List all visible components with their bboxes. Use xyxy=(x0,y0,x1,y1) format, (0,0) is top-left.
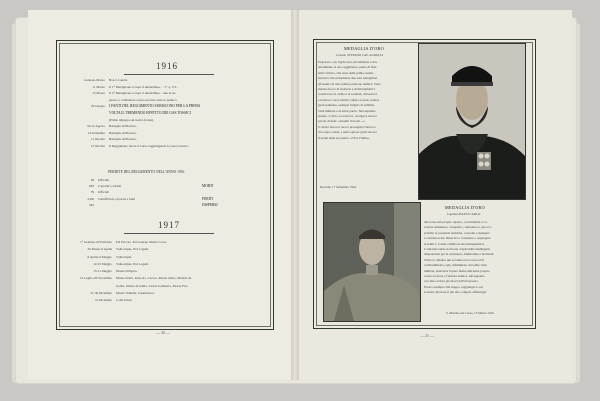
citation-line: Eroico esempio alla truppa, raggiungeva con xyxy=(424,284,483,289)
event-text: Battaglie dell'Isonzo. xyxy=(109,124,137,129)
event-text: Volkovnjak. xyxy=(116,254,132,259)
citation-line: lanciava vittoriosamente due suoi battaglioni xyxy=(318,76,378,81)
year-heading-1917: 1917 xyxy=(158,220,180,230)
citation-line: conservava la calma e la serenità, rincuorava xyxy=(318,92,378,97)
portrait-admiral-photo xyxy=(418,43,526,200)
citation-line: Preparato, con vigile cura, moralmente e ma- xyxy=(318,60,378,64)
citation-line: intenso fuoco di fucileria e di mitragliatrici xyxy=(318,87,375,92)
citation-line: e incitava i suoi, finché colpito al petto cadeva xyxy=(318,97,380,102)
losses-group: DISPERSI xyxy=(202,202,218,207)
divider xyxy=(124,74,214,75)
event-text: Monte Zebio, Roncolo, Caroso, Monte Zebio, Malette da xyxy=(116,276,192,281)
event-text: Monte Valbella, Castelnuovo. xyxy=(116,291,156,296)
losses-count: 79 xyxy=(90,190,94,195)
page-number-left: — 20 — xyxy=(156,330,170,335)
event-text: I FANTI DEL REGGIMENTO SUBISCONO PER LA PRIMA xyxy=(109,104,201,109)
event-date: 15 Marzo xyxy=(92,91,105,96)
citation-line: Tra colpo cadde, e nello spirare gridò ancora xyxy=(318,130,377,135)
event-date: 10-12 Agosto xyxy=(87,124,105,129)
losses-count: 481 xyxy=(89,202,94,207)
citation-line: istante, a chi lo soccorreva, rivolgeva ancora xyxy=(318,114,377,119)
losses-label: Ufficiali xyxy=(98,190,110,195)
event-text: Il 2° Battaglione occupa il «Rebelline» - due in un xyxy=(109,91,176,96)
event-text: Volkovnjak, Pod Logem. xyxy=(116,247,149,252)
losses-title: PERDITE DEL REGGIMENTO NELL'ANNO 1916 xyxy=(108,170,185,174)
event-text: Pal Piccolo, Pal Grande, Monte Croce. xyxy=(116,240,168,244)
event-date: 11 Marzo xyxy=(92,84,105,89)
losses-count: 2430 xyxy=(87,196,94,201)
medal-2-citation xyxy=(424,220,494,296)
citation-line: nella vittoria, alla testa della prima ondata xyxy=(318,70,374,75)
medal-1-name: Colonn. STEFANO CAV. AGNELLI xyxy=(336,53,384,57)
event-date: 15 Ottobre xyxy=(90,143,105,148)
year-heading-1916: 1916 xyxy=(156,61,178,71)
medal-1-citation xyxy=(318,60,381,141)
citation-line: e contrattaccate. Riusciva a contenere e respingere xyxy=(424,236,491,241)
event-text: Colle Echar. xyxy=(116,298,133,303)
event-date: 20 Marzo-6 Aprile xyxy=(87,247,112,252)
medal-2-place-date: S. Martino del Carso, 15 Marzo 1916. xyxy=(446,311,495,315)
event-text: Volkovnjak, Pod Logem. xyxy=(116,261,149,266)
losses-label: Sottufficiali, caporali e fanti xyxy=(98,196,136,201)
medal-2-name: Capitano BAZZI CARLO xyxy=(447,212,481,216)
citation-line: il nemico. Cadde vittima di una mitragliatrice. xyxy=(424,241,485,246)
book-gutter xyxy=(291,10,299,380)
event-text: giorno a combattere contro un forte attacco nemico. xyxy=(109,97,178,102)
citation-line: disposizioni per la resistenza, ammirando e incitando xyxy=(424,252,495,257)
event-text: VOLTA IL TREMENDO EFFETTO DEI GAS TOSSICI xyxy=(109,110,191,115)
event-date: 1° Gennaio-20 Febbraio xyxy=(80,240,112,244)
divider xyxy=(124,233,214,234)
citation-line: all'assalto di una solida posizione nemica. Sotto xyxy=(318,81,381,86)
event-text: Bosco Lanzia. xyxy=(109,78,128,82)
citation-line: il nome della sua patria: «Viva l'Italia». xyxy=(318,135,370,140)
medal-1-place-date: Dovrabj, 17 Settembre 1916. xyxy=(320,185,357,189)
event-text: (Prima impiego sul nostro fronte). xyxy=(109,117,154,122)
event-date: 29 Giugno xyxy=(90,104,105,109)
citation-line: parole di fede: «Avanti! Savoia!...». xyxy=(318,119,366,124)
event-date: 31 Dicembre xyxy=(94,298,112,303)
citation-line: combattimento, egli, infiammato di nobile virtù xyxy=(424,263,487,268)
citation-line: gloriosamente, esempio fulgido di sublime xyxy=(318,103,375,108)
losses-label: Ufficiali xyxy=(98,178,110,182)
citation-line: terialmente, il suo reggimento, pieno di fede xyxy=(318,65,377,70)
event-date: 12 Luglio-20 Novembre xyxy=(79,276,112,281)
citation-line: Contrattaccando da fronte colpiti dalle intelligenti xyxy=(424,247,490,252)
citation-line: con fiero ardore gli sforzi dell'avversario. xyxy=(424,279,479,284)
event-date: Gennaio-Marzo xyxy=(84,78,105,82)
losses-label: Caporali e soldati xyxy=(98,184,122,189)
citation-line: virtù militare e di amor patrio. Nel supremo xyxy=(318,108,376,113)
citation-line: contro la forza e l'armata nemica, infrangendo xyxy=(424,274,485,279)
losses-count: 683 xyxy=(89,184,94,189)
event-date: 6 Aprile-9 Maggio xyxy=(87,254,112,259)
event-text: Il 1° Battaglione occupa il «Rebelline» - "1" q. 171. xyxy=(109,84,178,89)
event-date: 11 Ottobre xyxy=(90,137,105,142)
event-text: Battaglia dell'Isonzo. xyxy=(109,137,137,142)
event-date: 15-31 Maggio xyxy=(93,269,112,274)
losses-count: 28 xyxy=(90,178,94,182)
citation-line: Alla testa del proprio reparto, con mirabile e co- xyxy=(424,220,488,224)
event-date: 12-25 Maggio xyxy=(93,261,112,266)
medal-2-title: MEDAGLIA D'ORO xyxy=(445,205,485,210)
citation-line: militare, slanciava l'opera ferma dell'arma propria xyxy=(424,268,490,273)
citation-line: la morte gloriosa il più alto compito affidatogli. xyxy=(424,290,487,295)
event-text: Monte Ortigara. xyxy=(116,269,138,274)
citation-line: sciente ardimento, conquistò, contrattaccò, gio e ri- xyxy=(424,225,492,230)
event-text: Il Reggimento lascia il Carso raggiungendo la zona Carnica. xyxy=(109,143,189,148)
medal-1-title: MEDAGLIA D'ORO xyxy=(344,46,384,51)
portrait-captain-photo xyxy=(323,202,421,322)
citation-line: l'attacco. Mentre più accanita era la lotta ed il xyxy=(424,257,484,262)
page-number-right: — 21 — xyxy=(420,333,434,338)
citation-line: S. incitò ancora i suoi a proseguire l'attacco. xyxy=(318,124,377,129)
event-date: 21-30 Dicembre xyxy=(90,291,112,296)
event-text: Battaglia dell'Isonzo. xyxy=(109,130,137,135)
event-date: 14 Settembre xyxy=(87,130,105,135)
losses-group: FERITI xyxy=(202,196,214,201)
losses-group: MORTI xyxy=(202,184,214,189)
event-text: Gallio, Monte di Gallio, Castel Gomberto, Monte Fior. xyxy=(116,283,189,288)
citation-line: pristinò le posizioni nemiche, costrette a ripiegare xyxy=(424,230,490,235)
